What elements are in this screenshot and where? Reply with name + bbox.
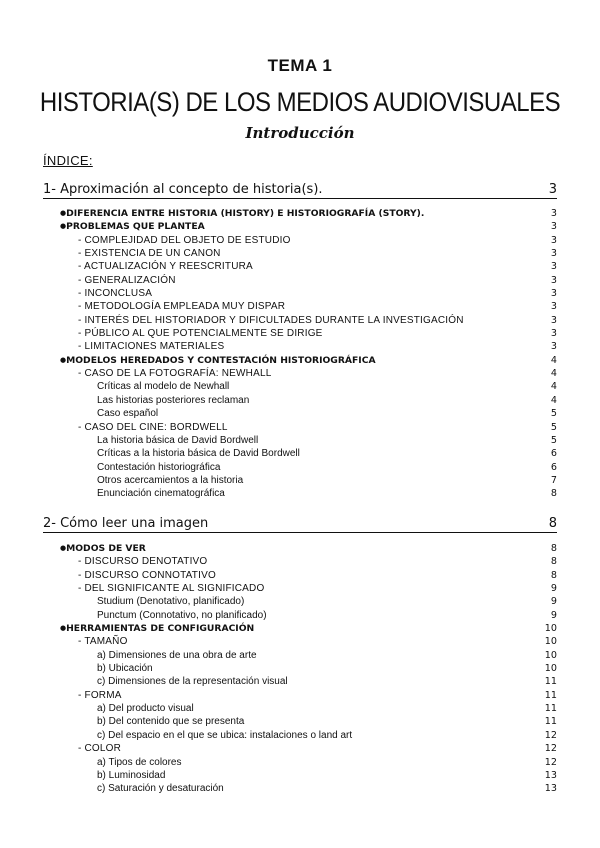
toc-entry-text: La historia básica de David Bordwell	[97, 434, 259, 446]
toc-entry[interactable]	[0, 314, 600, 327]
toc-entry-page: 3	[550, 248, 557, 260]
toc-entry[interactable]	[0, 407, 600, 420]
section-title: 1- Aproximación al concepto de historia(s).	[43, 182, 323, 197]
toc-entry-text: ● PROBLEMAS QUE PLANTEA	[60, 220, 205, 234]
toc-entry-text: - ACTUALIZACIÓN Y REESCRITURA	[78, 261, 253, 273]
section-title: 2- Cómo leer una imagen	[43, 516, 209, 531]
toc-entry-text: - GENERALIZACIÓN	[78, 274, 176, 286]
toc-entry-text: Críticas al modelo de Newhall	[97, 381, 230, 393]
section-page-number: 8	[548, 516, 557, 531]
toc-entry-page: 10	[544, 636, 557, 648]
toc-entry-page: 10	[544, 663, 557, 675]
toc-entry[interactable]	[0, 300, 600, 313]
toc-entry-text: Punctum (Connotativo, no planificado)	[97, 609, 267, 621]
toc-entry[interactable]	[0, 274, 600, 287]
toc-entry-page: 5	[550, 434, 557, 446]
toc-entry-text: ● MODOS DE VER	[60, 542, 146, 556]
toc-entry[interactable]	[0, 260, 600, 273]
toc-entry-text: b) Ubicación	[97, 663, 153, 675]
toc-entry[interactable]	[0, 555, 600, 568]
toc-section-2-heading[interactable]	[43, 514, 557, 533]
toc-entry-page: 9	[550, 596, 557, 608]
toc-entry-page: 4	[550, 368, 557, 380]
toc-entry[interactable]	[0, 649, 600, 662]
toc-entry[interactable]	[0, 595, 600, 608]
toc-entry-page: 12	[544, 743, 557, 755]
toc-entry-page: 8	[550, 488, 557, 500]
page-subtitle: Introducción	[245, 124, 355, 142]
toc-entry-text: - INTERÉS DEL HISTORIADOR Y DIFICULTADES DURANTE LA INVESTIGACIÓN	[78, 314, 464, 326]
toc-entry[interactable]	[0, 582, 600, 595]
toc-entry-page: 5	[550, 421, 557, 433]
toc-entry-text: - CASO DE LA FOTOGRAFÍA: NEWHALL	[78, 368, 272, 380]
toc-entry-text: - DISCURSO CONNOTATIVO	[78, 569, 216, 581]
toc-entry[interactable]	[0, 675, 600, 688]
toc-entry-text: - METODOLOGÍA EMPLEADA MUY DISPAR	[78, 301, 286, 313]
toc-entry-text: - FORMA	[78, 689, 122, 701]
toc-section-2-entries	[0, 542, 600, 796]
toc-entry-text: Contestación historiográfica	[97, 461, 221, 473]
toc-entry[interactable]	[0, 487, 600, 500]
toc-entry[interactable]	[0, 421, 600, 434]
toc-entry-page: 6	[550, 448, 557, 460]
toc-entry-text: a) Del producto visual	[97, 703, 194, 715]
toc-entry-page: 8	[550, 569, 557, 581]
toc-entry-page: 4	[550, 354, 557, 366]
toc-entry-text: - COLOR	[78, 743, 122, 755]
toc-entry-text: Studium (Denotativo, planificado)	[97, 596, 245, 608]
toc-entry-text: b) Luminosidad	[97, 769, 166, 781]
toc-entry[interactable]	[0, 447, 600, 460]
toc-entry-text: - INCONCLUSA	[78, 288, 153, 300]
toc-entry-page: 5	[550, 408, 557, 420]
toc-entry[interactable]	[0, 327, 600, 340]
toc-entry[interactable]	[0, 394, 600, 407]
toc-entry-page: 3	[550, 341, 557, 353]
toc-entry-page: 6	[550, 461, 557, 473]
toc-entry-text: - LIMITACIONES MATERIALES	[78, 341, 225, 353]
toc-entry-page: 3	[550, 301, 557, 313]
toc-entry[interactable]	[0, 220, 600, 233]
toc-entry-text: c) Dimensiones de la representación visual	[97, 676, 288, 688]
toc-entry-page: 3	[550, 261, 557, 273]
toc-entry-text: ● DIFERENCIA ENTRE HISTORIA (HISTORY) E HISTORIOGRAFÍA (STORY).	[60, 207, 424, 221]
toc-entry-text: - TAMAÑO	[78, 636, 128, 648]
toc-entry-page: 11	[544, 676, 557, 688]
toc-entry[interactable]	[0, 622, 600, 635]
toc-entry[interactable]	[0, 207, 600, 220]
toc-entry-text: Enunciación cinematográfica	[97, 488, 225, 500]
toc-entry[interactable]	[0, 234, 600, 247]
toc-entry-text: ● HERRAMIENTAS DE CONFIGURACIÓN	[60, 622, 254, 636]
toc-entry-text: a) Dimensiones de una obra de arte	[97, 649, 257, 661]
toc-entry-page: 12	[544, 756, 557, 768]
toc-entry-page: 3	[550, 221, 557, 233]
toc-entry-page: 3	[550, 234, 557, 246]
toc-entry[interactable]	[0, 662, 600, 675]
toc-entry-page: 11	[544, 703, 557, 715]
toc-entry-page: 10	[544, 623, 557, 635]
toc-entry-page: 10	[544, 649, 557, 661]
toc-entry[interactable]	[0, 715, 600, 728]
toc-entry-text: a) Tipos de colores	[97, 756, 182, 768]
toc-entry[interactable]	[0, 569, 600, 582]
index-heading: ÍNDICE:	[43, 153, 93, 168]
toc-entry-page: 8	[550, 543, 557, 554]
toc-entry-page: 11	[544, 716, 557, 728]
toc-entry[interactable]	[0, 782, 600, 795]
toc-entry[interactable]	[0, 287, 600, 300]
toc-entry[interactable]	[0, 702, 600, 715]
tema-label: TEMA 1	[267, 56, 333, 75]
toc-entry-page: 13	[544, 783, 557, 795]
toc-entry[interactable]	[0, 354, 600, 367]
toc-entry-text: Otros acercamientos a la historia	[97, 474, 244, 486]
toc-entry[interactable]	[0, 367, 600, 380]
toc-entry-text: Caso español	[97, 408, 159, 420]
toc-entry[interactable]	[0, 474, 600, 487]
toc-entry-text: b) Del contenido que se presenta	[97, 716, 245, 728]
toc-entry-page: 3	[550, 288, 557, 300]
toc-entry-text: c) Saturación y desaturación	[97, 783, 224, 795]
toc-entry[interactable]	[0, 340, 600, 353]
toc-entry-page: 9	[550, 583, 557, 595]
toc-entry-text: ● MODELOS HEREDADOS Y CONTESTACIÓN HISTORIOGRÁFICA	[60, 354, 376, 368]
toc-entry-text: - PÚBLICO AL QUE POTENCIALMENTE SE DIRIGE	[78, 328, 323, 340]
section-page-number: 3	[548, 182, 557, 197]
toc-entry-text: Las historias posteriores reclaman	[97, 394, 250, 406]
toc-entry-page: 7	[550, 474, 557, 486]
toc-entry-text: - COMPLEJIDAD DEL OBJETO DE ESTUDIO	[78, 234, 291, 246]
toc-entry-text: - DEL SIGNIFICANTE AL SIGNIFICADO	[78, 583, 265, 595]
toc-entry-page: 11	[544, 689, 557, 701]
toc-entry-text: - CASO DEL CINE: BORDWELL	[78, 421, 228, 433]
toc-entry-page: 13	[544, 769, 557, 781]
toc-entry-page: 3	[550, 274, 557, 286]
toc-entry[interactable]	[0, 247, 600, 260]
toc-entry[interactable]	[0, 542, 600, 555]
toc-entry[interactable]	[0, 756, 600, 769]
toc-entry-text: - EXISTENCIA DE UN CANON	[78, 248, 221, 260]
toc-entry[interactable]	[0, 769, 600, 782]
toc-entry-page: 4	[550, 381, 557, 393]
toc-entry-page: 3	[550, 208, 557, 219]
toc-entry-page: 3	[550, 314, 557, 326]
toc-entry-page: 4	[550, 394, 557, 406]
toc-entry[interactable]	[0, 689, 600, 702]
toc-entry[interactable]	[0, 635, 600, 648]
toc-entry-page: 8	[550, 556, 557, 568]
toc-entry-page: 12	[544, 729, 557, 741]
toc-entry-page: 3	[550, 328, 557, 340]
toc-entry[interactable]	[0, 380, 600, 393]
toc-entry[interactable]	[0, 461, 600, 474]
toc-entry-text: Críticas a la historia básica de David Bordwell	[97, 448, 300, 460]
toc-section-1-entries	[0, 207, 600, 501]
page-title: HISTORIA(S) DE LOS MEDIOS AUDIOVISUALES	[39, 87, 561, 118]
toc-entry[interactable]	[0, 742, 600, 755]
toc-entry[interactable]	[0, 729, 600, 742]
toc-entry[interactable]	[0, 609, 600, 622]
toc-section-1-heading[interactable]	[43, 180, 557, 199]
toc-entry[interactable]	[0, 434, 600, 447]
toc-entry-text: c) Del espacio en el que se ubica: instalaciones o land art	[97, 729, 353, 741]
toc-entry-page: 9	[550, 609, 557, 621]
toc-entry-text: - DISCURSO DENOTATIVO	[78, 556, 208, 568]
